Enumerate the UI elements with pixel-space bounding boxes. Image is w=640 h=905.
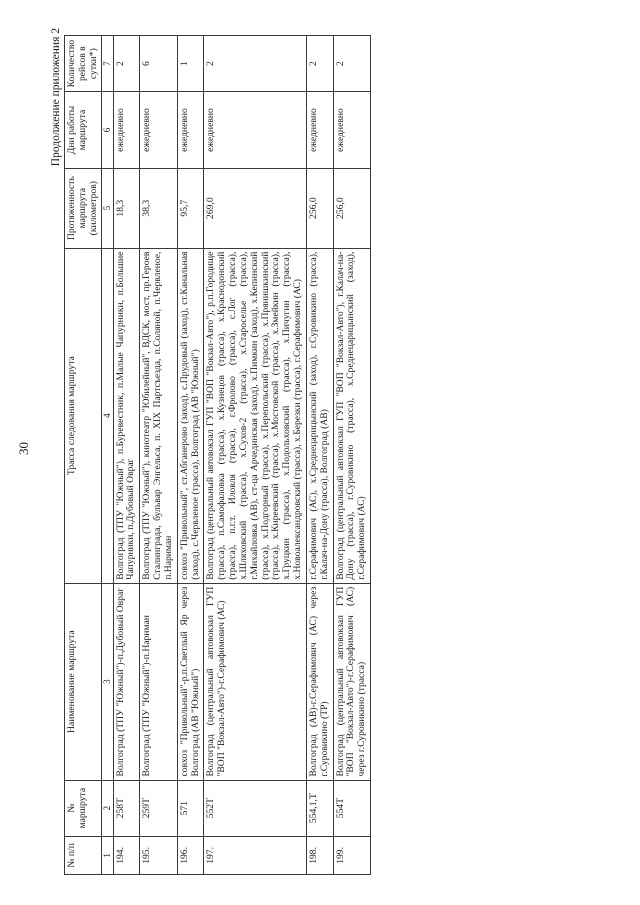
table-row xyxy=(333,36,370,875)
header-cell: Количество рейсов в сутки*) xyxy=(65,36,102,92)
route-days: ежедневно xyxy=(177,92,204,168)
route-number: 258Т xyxy=(113,780,140,836)
route-length: 256,0 xyxy=(333,168,370,248)
row-index: 197. xyxy=(204,836,306,874)
column-number: 6 xyxy=(102,92,113,168)
header-cell: Протяженность маршрута (километров) xyxy=(65,168,102,248)
table-row xyxy=(177,36,204,875)
route-name: Волгоград (центральный автовокзал ГУП "ВОП "Вокзал-Авто")-г.Серафимович (АС) через г.Суровикино (трасса) xyxy=(333,583,370,780)
route-days: ежедневно xyxy=(333,92,370,168)
route-path: Волгоград (центральный автовокзал ГУП "ВОП "Вокзал-Авто"), г.Калач-на-Дону (трасса), г.Суровикино (трасса), х.Среднецарицынский (заход), г.Серафимович (АС) xyxy=(333,248,370,583)
route-name: Волгоград (ТПУ "Южный")-п.Дубовый Овраг xyxy=(113,583,140,780)
route-days: ежедневно xyxy=(113,92,140,168)
route-length: 269,0 xyxy=(204,168,306,248)
row-index: 199. xyxy=(333,836,370,874)
route-trips: 2 xyxy=(306,36,333,92)
header-cell: Наименование маршрута xyxy=(65,583,102,780)
route-trips: 1 xyxy=(177,36,204,92)
column-number: 7 xyxy=(102,36,113,92)
column-number: 3 xyxy=(102,583,113,780)
table-row xyxy=(204,36,306,875)
route-number: 554Т xyxy=(333,780,370,836)
route-path: Волгоград (ТПУ "Южный"), п.Буревестник, п.Малые Чапурники, п.Большие Чапурники, п.Дубовый Овраг xyxy=(113,248,140,583)
table-row xyxy=(113,36,140,875)
route-name: Волгоград (центральный автовокзал ГУП "ВОП "Вокзал-Авто")-г.Серафимович (АС) xyxy=(204,583,306,780)
page-number: 30 xyxy=(16,442,31,455)
header-cell: Трасса следования маршрута xyxy=(65,248,102,583)
route-number: 552Т xyxy=(204,780,306,836)
table-row xyxy=(140,36,177,875)
route-number: 259Т xyxy=(140,780,177,836)
column-number: 5 xyxy=(102,168,113,248)
route-name: Волгоград (АВ)-г.Серафимович (АС) через г.Суровикино (ТР) xyxy=(306,583,333,780)
column-number: 2 xyxy=(102,780,113,836)
route-trips: 2 xyxy=(333,36,370,92)
route-path: Волгоград (центральный автовокзал ГУП "ВОП "Вокзал-Авто"), р.п.Городище (трасса), п.Самофаловка (трасса), х.Кузнецов (трасса), х.Краснодонский (трасса), п.г.т. Иловля (трасса), г.Фролово (трасса), с.Лог (трасса), х.Шляховский (трасса), х.Сухов-2 (трасса), х.Староселье (трасса), г.Михайловка (АВ), ст-ца Арчединская (заход), х.Пимкин (заход), х.Кепинский (трасса), х.Подгорный (трасса), х.Перепольский (трасса), х.Прянишкинский (трасса), х.Киреевский (трасса), х.Мостовской (трасса), х.Змейкин (трасса), х.Груцкин (трасса), х.Подольховский (трасса), х.Пичугин (трасса), х.Новоалександровский (трасса), х.Березки (трасса), г.Серафимович (АС) xyxy=(204,248,306,583)
header-cell: № п/п xyxy=(65,836,102,874)
column-number-row xyxy=(102,36,113,875)
header-cell: Дни работы маршрута xyxy=(65,92,102,168)
route-path: г.Серафимович (АС), х.Среднецарицынский (заход), г.Суровикино (трасса), г.Калач-на-Дону (трасса), Волгоград (АВ) xyxy=(306,248,333,583)
route-days: ежедневно xyxy=(140,92,177,168)
route-trips: 6 xyxy=(140,36,177,92)
route-days: ежедневно xyxy=(204,92,306,168)
column-number: 1 xyxy=(102,836,113,874)
header-row xyxy=(65,36,102,875)
row-index: 198. xyxy=(306,836,333,874)
route-name: совхоз "Привольный"-р.п.Светлый Яр через Волгоград (АВ "Южный") xyxy=(177,583,204,780)
route-days: ежедневно xyxy=(306,92,333,168)
route-trips: 2 xyxy=(113,36,140,92)
row-index: 194. xyxy=(113,836,140,874)
route-name: Волгоград (ТПУ "Южный")-п.Нариман xyxy=(140,583,177,780)
route-length: 18,3 xyxy=(113,168,140,248)
continuation-label: Продолжение приложения 2 xyxy=(50,28,62,167)
route-path: совхоз "Привольный", ст.Абганерово (заход), с.Прудовый (заход), ст.Канальная (заход), с.Червленое (трасса), Волгоград (АВ "Южный") xyxy=(177,248,204,583)
row-index: 196. xyxy=(177,836,204,874)
route-length: 95,7 xyxy=(177,168,204,248)
column-number: 4 xyxy=(102,248,113,583)
routes-table xyxy=(64,35,371,875)
route-path: Волгоград (ТПУ "Южный"), кинотеатр "Юбилейный", ВДСК, мост, пр.Героев Сталинграда, бульвар Энгельса, п. XIX Партсъезда, п.Соляной, п.Червленое, п.Нариман xyxy=(140,248,177,583)
route-trips: 2 xyxy=(204,36,306,92)
route-length: 38,3 xyxy=(140,168,177,248)
route-number: 571 xyxy=(177,780,204,836)
row-index: 195. xyxy=(140,836,177,874)
route-number: 554,1,Т xyxy=(306,780,333,836)
table-row xyxy=(306,36,333,875)
route-length: 256,0 xyxy=(306,168,333,248)
header-cell: № маршрута xyxy=(65,780,102,836)
